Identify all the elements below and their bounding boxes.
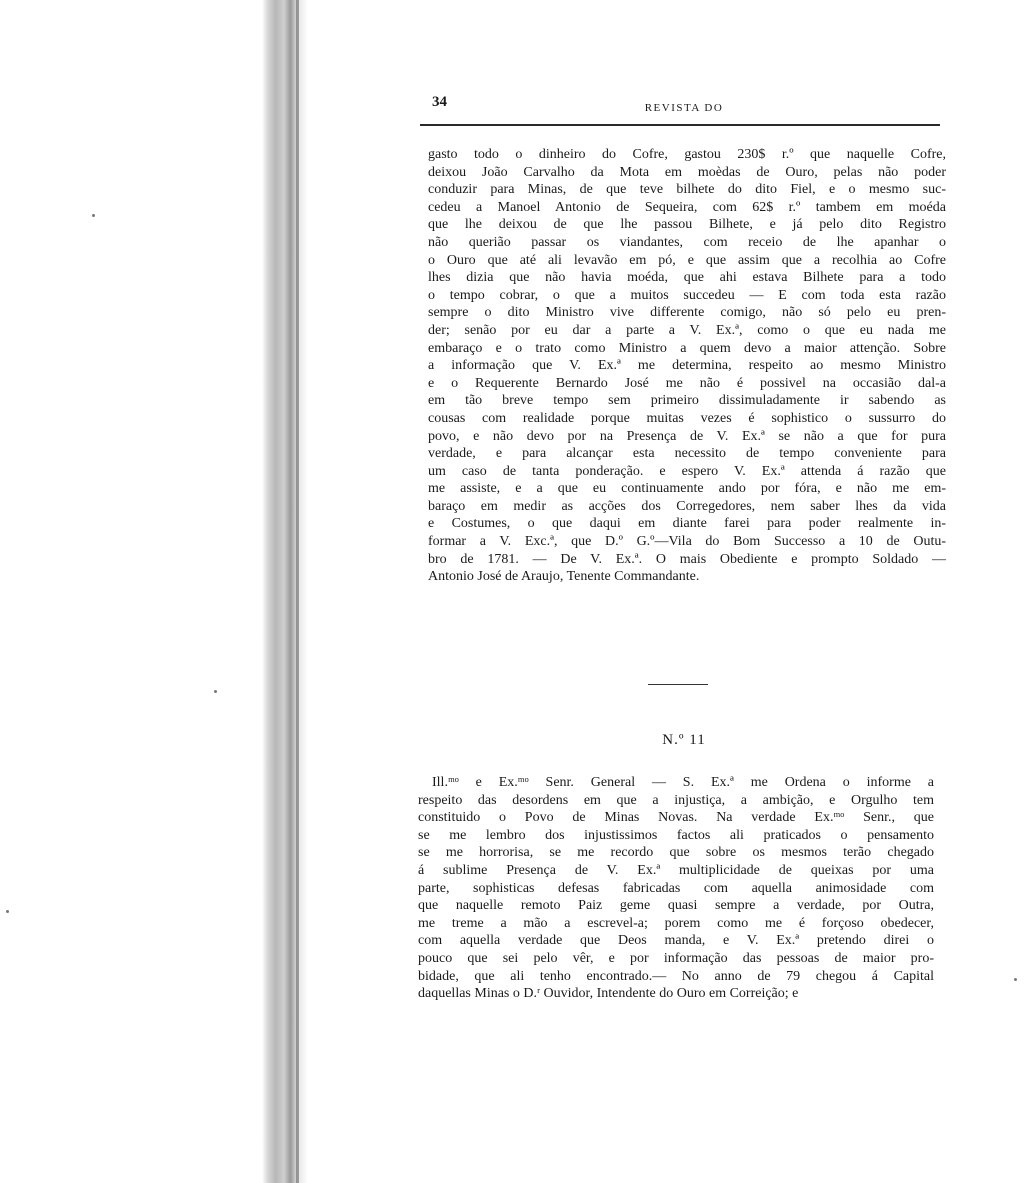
text-line: embaraço e o trato como Ministro a quem devo a maior attenção. Sobre	[428, 340, 946, 356]
text-line: daquellas Minas o D.ʳ Ouvidor, Intendente do Ouro em Correição; e	[418, 986, 799, 1002]
paper-speck	[1014, 978, 1017, 981]
text-line: me assiste, e a que eu continuamente ando por fóra, e não me em-	[428, 481, 946, 497]
text-line: povo, e não devo por na Presença de V. Ex.ª se não a que for pura	[428, 428, 946, 444]
text-line: a informação que V. Ex.ª me determina, respeito ao mesmo Ministro	[428, 358, 946, 374]
header-rule	[420, 124, 940, 126]
text-line: não querião passar os viandantes, com receio de lhe apanhar o	[428, 234, 946, 250]
document-number: N.º 11	[662, 732, 706, 748]
text-line: parte, sophisticas defesas fabricadas com aquella animosidade com	[418, 880, 934, 896]
text-line: em tão breve tempo sem primeiro dissimuladamente ir sabendo as	[428, 393, 946, 409]
text-line: constituido o Povo de Minas Novas. Na verdade Ex.ᵐᵒ Senr., que	[418, 810, 934, 826]
letter-11-block	[418, 774, 934, 1003]
binding-edge	[296, 0, 299, 1183]
text-line: formar a V. Exc.ª, que D.º G.º—Vila do Bom Successo a 10 de Outu-	[428, 534, 946, 550]
paper-speck	[214, 690, 217, 693]
section-separator	[648, 684, 708, 685]
book-page	[420, 92, 948, 586]
text-line: e o Requerente Bernardo José me não é possivel na occasião dal-a	[428, 375, 946, 391]
text-line: respeito das desordens em que a injustiça, a ambição, e Orgulho tem	[418, 792, 934, 808]
text-line: se me horrorisa, se me recordo que sobre os mesmos terão chegado	[418, 845, 934, 861]
text-line: pouco que sei pelo vêr, e por informação das pessoas de maior pro-	[418, 950, 934, 966]
text-line: conduzir para Minas, de que teve bilhete do dito Fiel, e o mesmo suc-	[428, 182, 946, 198]
text-line: baraço em medir as acções dos Corregedores, nem saber lhes da vida	[428, 498, 946, 514]
text-line: com aquella verdade que Deos manda, e V. Ex.ª pretendo direi o	[418, 933, 934, 949]
text-line: o Ouro que até ali levavão em pó, e que assim que a recolhia ao Cofre	[428, 252, 946, 268]
text-line: á sublime Presença de V. Ex.ª multiplicidade de queixas por uma	[418, 862, 934, 878]
text-line: gasto todo o dinheiro do Cofre, gastou 230$ r.º que naquelle Cofre,	[428, 147, 946, 162]
text-line: que lhe deixou de que lhe passou Bilhete, e já pelo dito Registro	[428, 217, 946, 233]
text-line: lhes dizia que não havia moéda, que ahi estava Bilhete para a todo	[428, 270, 946, 286]
text-line: bro de 1781. — De V. Ex.ª. O mais Obediente e prompto Soldado —	[428, 551, 946, 567]
text-line: bidade, que ali tenho encontrado.— No anno de 79 chegou á Capital	[418, 968, 934, 984]
text-line: me treme a mão a escrevel-a; porem como me é forçoso obedecer,	[418, 915, 934, 931]
running-title: REVISTA DO	[644, 102, 724, 114]
letter-11-paragraph	[418, 774, 934, 1003]
paper-speck	[6, 910, 9, 913]
text-line: e Costumes, o que daqui em diante farei para poder realmente in-	[428, 516, 946, 532]
text-line: cousas com realidade porque muitas vezes é sophistico o sussurro do	[428, 410, 946, 426]
text-line: um caso de tanta ponderação. e espero V. Ex.ª attenda á razão que	[428, 463, 946, 479]
text-line: verdade, e para alcançar esta necessito de tempo conveniente para	[428, 446, 946, 462]
text-line: deixou João Carvalho da Mota em moèdas de Ouro, pelas não poder	[428, 164, 946, 180]
page-number: 34	[432, 94, 447, 110]
text-line: se me lembro dos injustissimos factos ali praticados o pensamento	[418, 827, 934, 843]
text-line: der; senão por eu dar a parte a V. Ex.ª, como o que eu nada me	[428, 322, 946, 338]
letter-continuation-paragraph	[428, 146, 946, 586]
page-gutter-shadow	[262, 0, 308, 1183]
text-line: Ill.ᵐᵒ e Ex.ᵐᵒ Senr. General — S. Ex.ª me Ordena o informe a	[432, 775, 934, 790]
text-line: que naquelle remoto Paiz geme quasi sempre a verdade, por Outra,	[418, 898, 934, 914]
running-head	[420, 92, 948, 120]
text-line: Antonio José de Araujo, Tenente Commandante.	[428, 569, 700, 585]
text-line: cedeu a Manoel Antonio de Sequeira, com 62$ r.º tambem em moéda	[428, 199, 946, 215]
text-line: o tempo cobrar, o que a muitos succedeu — E com toda esta razão	[428, 287, 946, 303]
paper-speck	[92, 214, 95, 217]
text-line: sempre o dito Ministro vive differente comigo, não só pelo eu pren-	[428, 305, 946, 321]
